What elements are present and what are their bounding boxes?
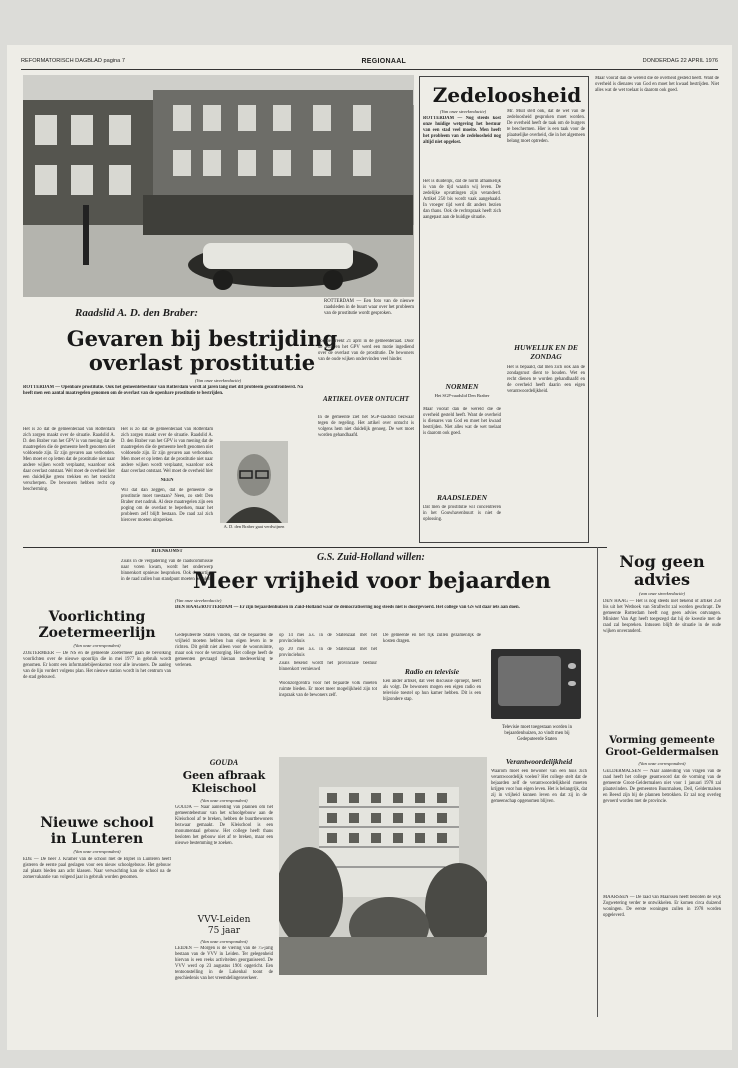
masthead-section: REGIONAAL [361,57,407,65]
masthead [21,55,718,67]
braber-body: Het is zo dat de gemeenteraad van Rotterdam zich zorgen maakt over de situatie. Raadslid A. D. den Braber van het GPV is van mening dat de maatregelen die de gemeente heeft genomen niet voldoende zijn. Er zijn gevaren aan verbonden. Men moet er op letten dat de prostitutie niet naar andere wijken wordt verplaatst, waardoor ook daar overlast ontstaat. Wel moet de overheid hier een duidelijke grens trekken en het toezicht verscherpen. De bewoners hebben recht op bescherming. [23,427,115,492]
tv-knob [568,681,575,687]
vrijheid-body-2: Woonzorgcentra voor het bejaarde volk moeten ruimte bieden. Er moet meer mogelijkheid zijn tot inspraak van de bewoners zelf. [279,681,377,698]
masthead-date: DONDERDAG 22 APRIL 1976 [642,58,718,64]
vrijheid-body-3: Een ander artikel, dat veel discussie oproept, heeft als volgt. De bewoners mogen een eigen radio en televisie toestel op hun kamer hebben. Dit is een bijzondere stap. [383,679,481,702]
zedeloosheid-subhead-huwelijk: HUWELIJK EN DE ZONDAG [514,343,578,361]
vrijheid-body-5: Waarom moet een bewoner van een huis zich verantwoordelijk voelen? Het college stelt dat de bejaarden zelf de verantwoordelijkheid moeten krijgen voor hun eigen leven. Het is belangrijk, dat zij in vrijheid kunnen leven en dat zij in de gemeenschap opgenomen blijven. [491,769,587,804]
vrijheid-headline: Meer vrijheid voor bejaarden [193,568,551,594]
street-photo [23,75,414,297]
gouda-byline: (Van onze correspondent) [200,798,248,803]
zedeloosheid-title: Zedeloosheid [432,83,582,107]
lunteren-headline-1: Nieuwe school [40,815,154,831]
geldermalsen-headline-2: Groot-Geldermalsen [605,747,719,758]
vrijheid-body: Gedeputeerde Staten vinden, dat de bejaarden de vrijheid moeten hebben hun eigen leven in te richten. Dit geldt niet alleen voor de woonruimte, maar ook voor de verzorging. Het college heeft de gemeenten gevraagd hieraan medewerking te verlenen. [175,633,273,668]
vvv-byline: (Van onze correspondent) [200,939,248,944]
right-column-rule [597,547,598,1017]
advies-byline: (van onze streekredactie) [638,591,686,596]
tv-screen [498,656,561,706]
vvv-headline-1: VVV-Leiden [197,915,251,925]
braber-body-2: Wil dat dan zeggen, dat de gemeente de prostitutie moet toestaan? Neen, zo stelt Den Braber met nadruk. Al deze maatregelen zijn een poging om de overlast te beperken, maar het probleem zelf blijft bestaan. De raad zal zich hierover moeten uitspreken. [121,488,213,523]
voorlichting-headline-1: Voorlichting [48,609,146,625]
masthead-rule [21,69,718,70]
braber-col3-subhead: ARTIKEL OVER ONTUCHT [322,395,410,403]
braber-kicker: Raadslid A. D. den Braber: [75,307,199,319]
voorlichting-body: ZOETERMEER — De NS en de gemeente Zoetermeer gaan de bevolking voorlichten over de nieuwe spoorlijn die in mei 1977 in gebruik wordt genomen. Er komt een informatiebijeenkomst voor alle inwoners. De aanleg van de lijn vordert volgens plan. Het nieuwe station wordt in het centrum van de stad gebouwd. [23,651,171,680]
television-photo [491,649,581,719]
braber-col3-body: doorbespreekt 21 april in de gemeenteraad. Door de SGP en het GPV werd een motie ingediend over de overlast van de prostitutie. De bewoners van de oude wijken ondervinden veel hinder. [318,339,414,362]
gouda-headline-1: Geen afbraak [182,769,266,782]
vrijheid-list-item: op 20 mei a.s. in de Statenzaal met het provinciehuis [279,647,377,658]
vvv-body: LEIDEN — Morgen is de viering van de 75-jarig bestaan van de VVV in Leiden. Ter gelegenheid hiervan is een reeks activiteiten georganiseerd. De VVV werd op 23 augustus 1901 opgericht. Een tentoonstelling in de Lakenhal toont de geschiedenis van het vreemdelingenverkeer. [175,946,273,981]
vrijheid-col3-intro: De gemeente en het rijk zullen gezamenlijk de kosten dragen. [383,633,481,644]
right-column-continuation: Maar vooraf dan de wereld die de overheid gesteld heeft. Want de overheid is dienares van God en moet het kwaad bestrijden. Niet alles wat de wet toelaat is daarom ook goed. [595,76,719,93]
braber-subhead-neen: NEEN [160,478,174,483]
braber-headline-1: Gevaren bij bestrijding [66,326,338,351]
lunteren-headline-2: in Lunteren [50,831,144,847]
zedeloosheid-signature: NORMEN [445,382,479,391]
gouda-kicker: GOUDA [209,758,239,767]
vrijheid-list-item: Zoals bekend wordt het provinciale bestuur binnenkort vernieuwd [279,661,377,672]
zedeloosheid-byline: (Van onze streekredactie) [439,109,487,114]
zedeloosheid-body-2: Mr. Mull stelt ook, dat de wet van de zedeloosheid gesproken moet worden. De overheid heeft de taak om de burgers te beschermen. Hier is een taak voor de plaatselijke overheid, die in het algemeen belang moet optreden. [507,109,585,144]
vrijheid-byline: (Van onze streekredactie) [175,598,222,603]
voorlichting-byline: (Van onze correspondent) [73,643,121,648]
lunteren-body: EDE — De heer J. Kramer van de school met de Bijbel in Lunteren heeft gisteren de eerste paal geslagen voor een nieuw schoolgebouw. Het gebouw zal plaats bieden aan acht klassen. Naar verwachting kan de school na de zomervakantie van volgend jaar in gebruik worden genomen. [23,857,171,880]
tv-caption: Televisie moet toegestaan worden in bejaardenhuizen, zo vindt men bij Gedeputeerde Staten [502,725,572,742]
vrijheid-lead: DEN HAAG/ROTTERDAM — Er zijn bejaardenhuizen in Zuid-Holland waar de democratisering nog steeds niet is doorgevoerd. Het college van GS wil daar iets aan doen. [175,605,520,610]
zedeloosheid-subhead-raadsleden: RAADSLEDEN [436,493,487,502]
gouda-body: GOUDA — Naar aanleiding van plannen om het gemeentebestuur van het schoolgebouw aan de Kleischool af te breken, hebben de buurtbewoners bezwaar gemaakt. De Kleischool is een monumentaal gebouw. Het college heeft thans besloten het gebouw niet af te breken, maar een nieuwe bestemming te zoeken. [175,805,273,846]
lunteren-byline: (Van onze correspondent) [73,849,121,854]
zedeloosheid-body: Het is duidelijk, dat de norm afhankelijk is van de tijd waarin wij leven. De zedelijke opvattingen zijn veranderd. Artikel 250 bis wordt vaak aangehaald. In vroeger tijd werd dit anders bezien dan thans. Ook de rechtspraak heeft zich aangepast aan de huidige situatie. [423,179,501,220]
geldermalsen-headline-1: Vorming gemeente [609,735,715,746]
braber-lead: ROTTERDAM — Openbare prostitutie. Ook het gemeentebestuur van Rotterdam wordt al jaren lang met dit probleem geconfronteerd. Na heeft men een aantal maatregelen genomen om de overlast van de openbare prostitutie te bestrijden. [23,385,303,396]
geldermalsen-body: GELDERMALSEN — Naar aanleiding van vragen van de raad heeft het college geantwoord dat de vorming van de gemeente Groot-Geldermalsen niet voor 1 januari 1978 zal plaatsvinden. De gemeenten Buurmalsen, Deil, Geldermalsen en Beesd zijn bij de plannen betrokken. Er zal nog overleg gevoerd worden met de provincie. [603,769,721,804]
braber-col2-intro: Het is zo dat de gemeenteraad van Rotterdam zich zorgen maakt over de situatie. Raadslid A. D. den Braber van het GPV is van mening dat de maatregelen die de gemeente heeft genomen niet voldoende zijn. Er zijn gevaren aan verbonden. Men moet er op letten dat de prostitutie niet naar andere wijken wordt verplaatst, waardoor ook daar overlast ontstaat. Wel moet de overheid hier [121,427,213,474]
braber-headline-2: overlast prostitutie [88,350,316,375]
photo-caption: ROTTERDAM — Een foto van de nieuwe raadsleden in de buurt waar over het probleem van de prostitutie wordt gesproken. [324,299,414,316]
zedeloosheid-body-4: Maar vooraf dan de wereld die de overheid gesteld heeft. Want de overheid is dienares van God en moet het kwaad bestrijden. Niet alles wat de wet toelaat is daarom ook goed. [423,407,501,436]
masthead-paper-name: REFORMATORISCH DAGBLAD pagina 7 [21,58,125,64]
vrijheid-kicker: G.S. Zuid-Holland willen: [317,552,425,563]
zedeloosheid-lead: ROTTERDAM — Nog steeds kost onze huidige wetgeving het bestuur van een stad veel moeite. Men heeft het probleem van de zedeloosheid nog altijd niet opgelost. [423,116,501,145]
gouda-headline-2: Kleischool [191,782,257,795]
braber-byline: (Van onze streekredactie) [194,378,242,383]
vrijheid-subhead-verantwoordelijkheid: Verantwoordelijkheid [505,757,573,766]
tv-knob [568,663,575,669]
geldermalsen-byline: (Van onze correspondent) [638,761,686,766]
braber-subhead-bijeenkomst: BIJENKOMST [151,549,183,554]
zedeloosheid-body-3: Het is bepaald, dat men zich ook aan de zondagsrust dient te houden. Wet en recht dienen te worden gehandhaafd en de overheid heeft daarin een eigen verantwoordelijkheid. [507,365,585,394]
portrait-photo [220,441,288,523]
newspaper-page [7,45,732,1050]
advies-headline-1: Nog geen [619,552,705,571]
portrait-caption: A. D. den Braber gaat verdwijnen [223,524,285,529]
vrijheid-list [279,633,377,675]
advies-body: DEN HAAG — Het is nog steeds niet bekend of artikel 250 bis uit het Wetboek van Strafrecht zal worden geschrapt. De gemeente Rotterdam heeft nog geen advies ontvangen. Minister Van Agt heeft toegezegd dat hij de kwestie met de raad zal bespreken. Intussen blijft de situatie in de oude wijken onveranderd. [603,599,721,634]
vrijheid-subhead-radio: Radio en televisie [404,667,460,676]
maarssen-body: MAARSSEN — De raad van Maarssen heeft besloten de wijk Zogwetering verder te ontwikkelen. Er komen circa duizend woningen. De eerste woningen zullen in 1978 worden opgeleverd. [603,895,721,918]
building-photo [279,757,487,975]
vvv-headline-2: 75 jaar [207,926,241,936]
street-photo-graphic [23,75,414,297]
building-graphic [279,757,487,975]
advies-headline-2: advies [633,570,691,589]
zedeloosheid-body-5: Dat men de prostitutie wil concentreren in het Gouwhavenbuurt is niet de oplossing. [423,505,501,522]
zedeloosheid-signature-line: Het SGP-raadslid Den Braber [434,393,490,398]
portrait-graphic [220,441,288,523]
braber-body-3: Zoals in de vergadering van de raadscommissie naar voren kwam, wordt het onderwerp binnenkort opnieuw besproken. Ook de partijen in de raad zullen hun standpunt moeten bepalen. [121,559,213,582]
section-rule [23,547,607,548]
braber-col3-body-2: In de gemeente ziet het SGP-raadslid bezwaar tegen de regeling. Het artikel over ontucht is volgens hem niet duidelijk genoeg. De wet moet worden gehandhaafd. [318,415,414,438]
voorlichting-headline-2: Zoetermeerlijn [38,625,156,641]
vrijheid-list-item: op 14 mei a.s. in de Statenzaal met het provinciehuis [279,633,377,644]
